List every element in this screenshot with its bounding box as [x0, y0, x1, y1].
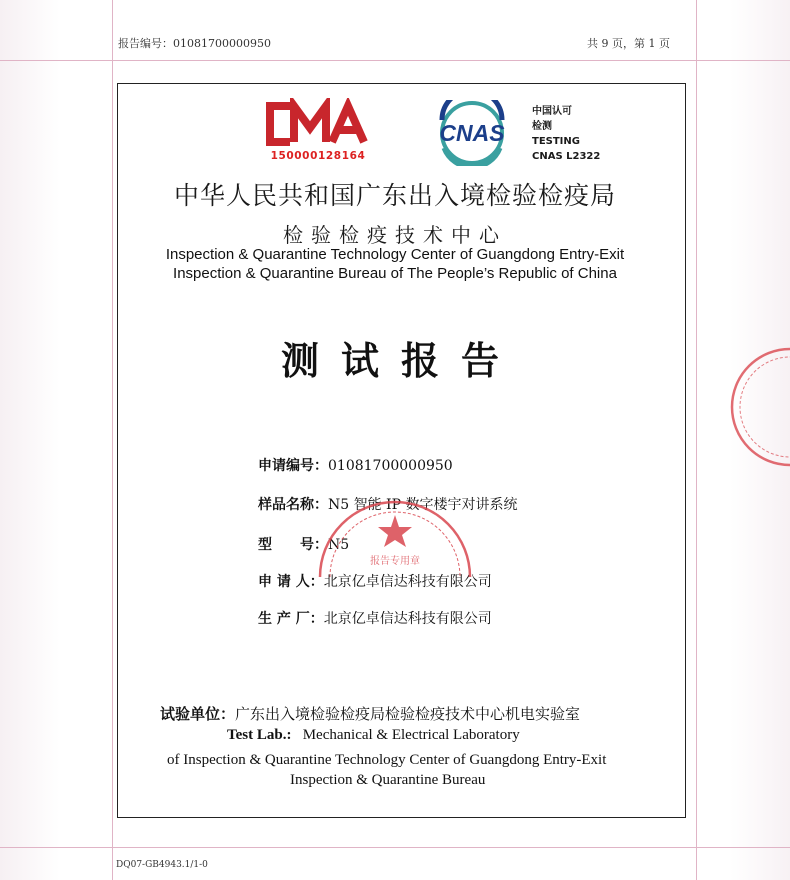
organization-name-en-line2: Inspection & Quarantine Bureau of The People’s Republic of China — [173, 265, 617, 282]
cnas-line-3: TESTING — [532, 136, 580, 147]
margin-rule-right — [696, 0, 697, 880]
margin-rule-left — [112, 0, 113, 880]
inspection-seal — [310, 465, 480, 580]
test-lab-label-en: Test Lab.: — [227, 727, 292, 743]
test-lab-value-en-line3: Inspection & Quarantine Bureau — [290, 772, 486, 788]
cnas-logo — [418, 100, 526, 166]
field-label: 型 号： — [258, 537, 328, 553]
field-label: 样品名称： — [258, 497, 328, 513]
cma-logo — [258, 98, 376, 150]
field-label: 申请编号： — [258, 458, 328, 474]
center-name-cn: 检验检疫技术中心 — [283, 223, 507, 247]
field-label: 生 产 厂： — [258, 611, 324, 627]
margin-rule-top — [0, 60, 790, 61]
cma-number: 150000128164 — [270, 150, 366, 162]
test-lab-value-en-line2: of Inspection & Quarantine Technology Center of Guangdong Entry-Exit — [167, 752, 607, 768]
form-code-footer: DQ07-GB4943.1/1-0 — [116, 860, 208, 870]
test-lab-en-line1 — [227, 727, 520, 744]
field-value: N5 — [328, 537, 350, 553]
report-number-header: 报告编号：01081700000950 — [118, 37, 271, 50]
field-manufacturer — [258, 608, 492, 628]
seal-text: 报告专用章 — [370, 556, 420, 567]
test-lab-label-cn: 试验单位： — [160, 705, 236, 723]
field-value: 01081700000950 — [328, 458, 453, 474]
cnas-line-1: 中国认可 — [532, 106, 572, 117]
field-value: 北京亿卓信达科技有限公司 — [323, 611, 492, 627]
cnas-line-4: CNAS L2322 — [532, 151, 601, 162]
field-value: 北京亿卓信达科技有限公司 — [323, 574, 492, 590]
test-lab-cn — [160, 703, 580, 724]
organization-name-cn: 中华人民共和国广东出入境检验检疫局 — [173, 181, 616, 210]
organization-name-en-line1: Inspection & Quarantine Technology Center of Guangdong Entry-Exit — [165, 246, 625, 263]
report-title: 测试报告 — [280, 338, 521, 383]
margin-rule-bottom — [0, 847, 790, 848]
edge-seal-fragment — [700, 345, 790, 470]
test-lab-value-cn: 广东出入境检验检疫局检验检疫技术中心机电实验室 — [235, 705, 581, 723]
field-value: N5 智能 IP 数字楼宇对讲系统 — [328, 497, 518, 513]
cnas-line-2: 检测 — [532, 121, 552, 132]
svg-text:CNAS: CNAS — [439, 120, 505, 146]
cnas-accreditation-text — [532, 104, 600, 164]
page-info-header: 共 9 页，第 1 页 — [587, 37, 670, 50]
test-lab-value-en-line1: Mechanical & Electrical Laboratory — [302, 727, 520, 743]
field-label: 申 请 人： — [258, 574, 324, 590]
